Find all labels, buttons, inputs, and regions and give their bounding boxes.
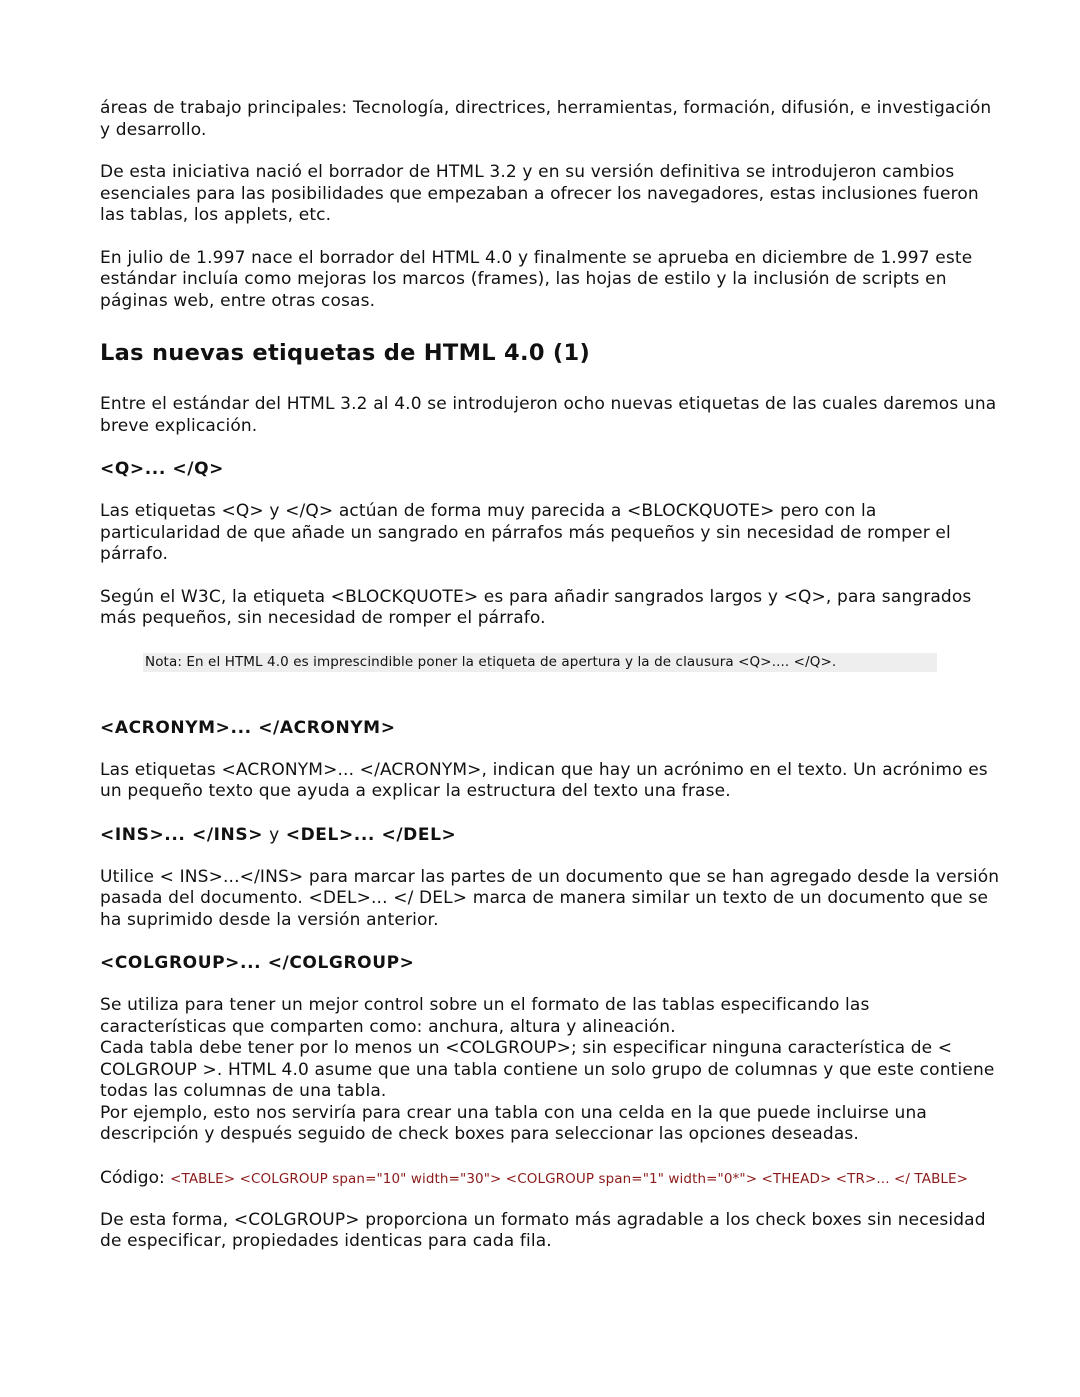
paragraph-colgroup-purpose: Se utiliza para tener un mejor control sobre un el formato de las tablas especificando las características que comparten como: anchura, altura y alineación. (100, 995, 870, 1037)
heading-ins-del-tag (100, 824, 1000, 846)
heading-del: <DEL>... </DEL> (285, 824, 457, 845)
code-snippet: <TABLE> <COLGROUP span="10" width="30"> <COLGROUP span="1" width="0*"> <THEAD> <TR>... </ TABLE> (170, 1170, 969, 1187)
paragraph-html-32: De esta iniciativa nació el borrador de HTML 3.2 y en su versión definitiva se introdujeron cambios esenciales para las posibilidades que empezaban a ofrecer los navegadores, estas inclusiones fueron las tablas, los applets, etc. (100, 162, 979, 225)
paragraph-q-description: Las etiquetas <Q> y </Q> actúan de forma muy parecida a <BLOCKQUOTE> pero con la particularidad de que añade un sangrado en párrafos más pequeños y sin necesidad de romper el párrafo. (100, 501, 951, 564)
heading-ins: <INS>... </INS> (100, 824, 264, 845)
paragraph-colgroup-rule: Cada tabla debe tener por lo menos un <COLGROUP>; sin especificar ninguna característica de < COLGROUP >. HTML 4.0 asume que una tabla contiene un solo grupo de columnas y que este contiene todas las columnas de una tabla. (100, 1038, 995, 1101)
section-intro: Entre el estándar del HTML 3.2 al 4.0 se introdujeron ocho nuevas etiquetas de las cuales daremos una breve explicación. (100, 394, 997, 436)
heading-acronym-tag: <ACRONYM>... </ACRONYM> (100, 717, 396, 738)
paragraph-colgroup-benefit: De esta forma, <COLGROUP> proporciona un formato más agradable a los check boxes sin necesidad de especificar, propiedades identicas para cada fila. (100, 1209, 986, 1251)
heading-join: y (263, 824, 286, 845)
heading-q-tag: <Q>... </Q> (100, 459, 224, 479)
paragraph-ins-del: Utilice < INS>...</INS> para marcar las partes de un documento que se han agregado desde la versión pasada del documento. <DEL>... </ DEL> marca de manera similar un texto de un documento que se ha suprimido desde la versión anterior. (100, 866, 1000, 930)
paragraph-work-areas: áreas de trabajo principales: Tecnología, directrices, herramientas, formación, difusión, e investigación y desarrollo. (100, 98, 992, 140)
code-label: Código: (100, 1167, 165, 1188)
paragraph-acronym: Las etiquetas <ACRONYM>... </ACRONYM>, indican que hay un acrónimo en el texto. Un acrónimo es un pequeño texto que ayuda a explicar la estructura del texto una frase. (100, 759, 988, 801)
paragraph-q-w3c: Según el W3C, la etiqueta <BLOCKQUOTE> es para añadir sangrados largos y <Q>, para sangrados más pequeños, sin necesidad de romper el párrafo. (100, 586, 972, 628)
note-box: Nota: En el HTML 4.0 es imprescindible poner la etiqueta de apertura y la de clausura <Q>.... </Q>. (143, 653, 937, 672)
document-page (100, 98, 1000, 1253)
heading-colgroup-tag: <COLGROUP>... </COLGROUP> (100, 953, 415, 973)
paragraph-colgroup-example: Por ejemplo, esto nos serviría para crear una tabla con una celda en la que puede incluirse una descripción y después seguido de check boxes para seleccionar las opciones deseadas. (100, 1102, 927, 1144)
paragraph-html-40: En julio de 1.997 nace el borrador del HTML 4.0 y finalmente se aprueba en diciembre de 1.997 este estándar incluía como mejoras los marcos (frames), las hojas de estilo y la inclusión de scripts en páginas web, entre otras cosas. (100, 247, 973, 311)
code-example (100, 1169, 1000, 1188)
section-title: Las nuevas etiquetas de HTML 4.0 (1) (100, 340, 591, 366)
